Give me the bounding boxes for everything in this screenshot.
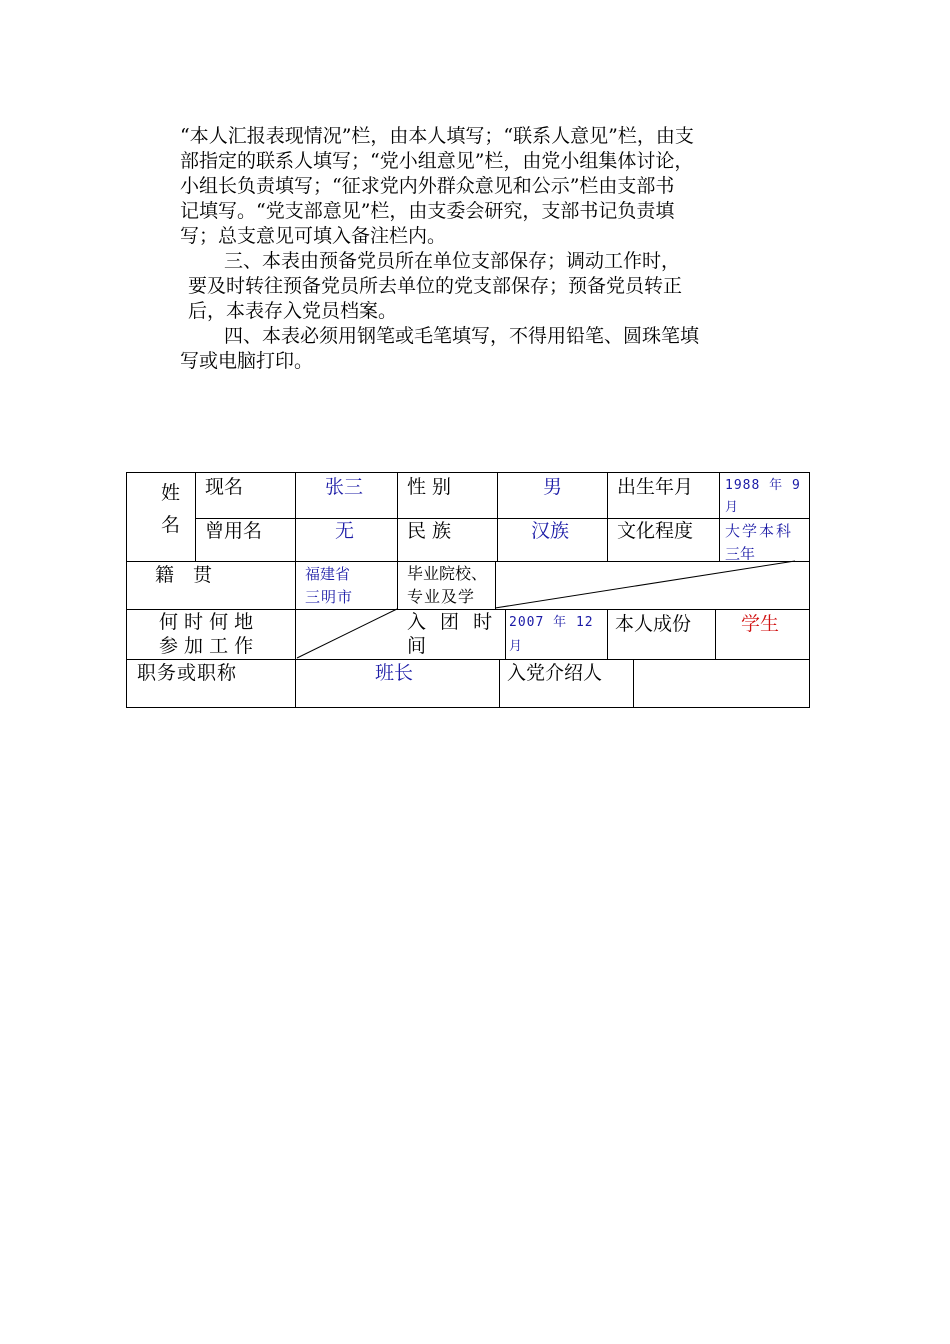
league-join-value: 月 [509, 639, 524, 654]
table-rule [719, 473, 720, 561]
personal-status-label: 本人成份 [615, 613, 692, 635]
ethnicity-label: 民 族 [407, 520, 452, 542]
work-start-label: 参 加 工 作 [159, 635, 254, 657]
education-value: 三年 [725, 545, 756, 560]
name-label: 名 [161, 514, 181, 536]
instruction-line: 四、本表必须用钢笔或毛笔填写，不得用铅笔、圆珠笔填 [224, 325, 700, 347]
introducer-label: 入党介绍人 [507, 662, 603, 684]
table-rule [715, 609, 716, 659]
education-value: 大学本科 [725, 522, 794, 540]
table-rule [295, 473, 296, 561]
instruction-line: “本人汇报表现情况”栏，由本人填写；“联系人意见”栏，由支 [180, 125, 694, 147]
league-join-value: 2007 年 12 [509, 615, 594, 630]
ethnicity-value: 汉族 [531, 520, 570, 542]
native-place-label: 籍 贯 [155, 564, 213, 586]
current-name-value: 张三 [325, 476, 364, 498]
instruction-line: 小组长负责填写；“征求党内外群众意见和公示”栏由支部书 [180, 175, 675, 197]
table-rule [195, 473, 196, 561]
empty-cell-strike [495, 561, 809, 609]
instructions-text [180, 124, 820, 374]
empty-cell-strike [295, 609, 397, 659]
table-rule [505, 609, 506, 659]
position-label: 职务或职称 [137, 662, 238, 684]
table-rule [607, 473, 608, 561]
league-join-label: 入 团 时 [407, 611, 497, 633]
instruction-line: 记填写。“党支部意见”栏，由支委会研究，支部书记负责填 [180, 200, 675, 222]
school-label: 毕业院校、 [407, 564, 488, 583]
instruction-line: 要及时转往预备党员所去单位的党支部保存；预备党员转正 [188, 275, 683, 297]
table-rule [295, 561, 296, 609]
instruction-line: 后，本表存入党员档案。 [188, 300, 398, 322]
former-name-value: 无 [335, 520, 355, 542]
table-rule [397, 473, 398, 609]
table-rule [195, 518, 809, 519]
instruction-line: 三、本表由预备党员所在单位支部保存；调动工作时， [224, 250, 681, 272]
education-label: 文化程度 [617, 520, 694, 542]
native-place-value: 三明市 [305, 588, 354, 606]
school-label: 专业及学 [407, 587, 476, 606]
birth-date-value: 1988 年 9 [725, 478, 801, 493]
table-rule [127, 659, 809, 660]
league-join-label: 间 [407, 635, 427, 657]
birth-date-value: 月 [725, 500, 740, 515]
instruction-line: 写或电脑打印。 [180, 350, 314, 372]
gender-value: 男 [543, 476, 563, 498]
former-name-label: 曾用名 [205, 520, 263, 542]
instruction-line: 写；总支意见可填入备注栏内。 [180, 225, 447, 247]
native-place-value: 福建省 [305, 565, 351, 583]
table-rule [633, 659, 634, 707]
gender-label: 性 别 [407, 476, 452, 498]
work-start-label: 何 时 何 地 [159, 611, 254, 633]
table-rule [295, 659, 296, 707]
position-value: 班长 [375, 662, 414, 684]
table-rule [607, 609, 608, 659]
current-name-label: 现名 [205, 476, 244, 498]
personal-status-value: 学生 [741, 613, 780, 635]
birth-date-label: 出生年月 [617, 476, 694, 498]
instruction-line: 部指定的联系人填写；“党小组意见”栏，由党小组集体讨论， [180, 150, 694, 172]
table-rule [499, 659, 500, 707]
name-label: 姓 [161, 482, 181, 504]
member-info-table [126, 472, 810, 708]
table-rule [497, 473, 498, 561]
